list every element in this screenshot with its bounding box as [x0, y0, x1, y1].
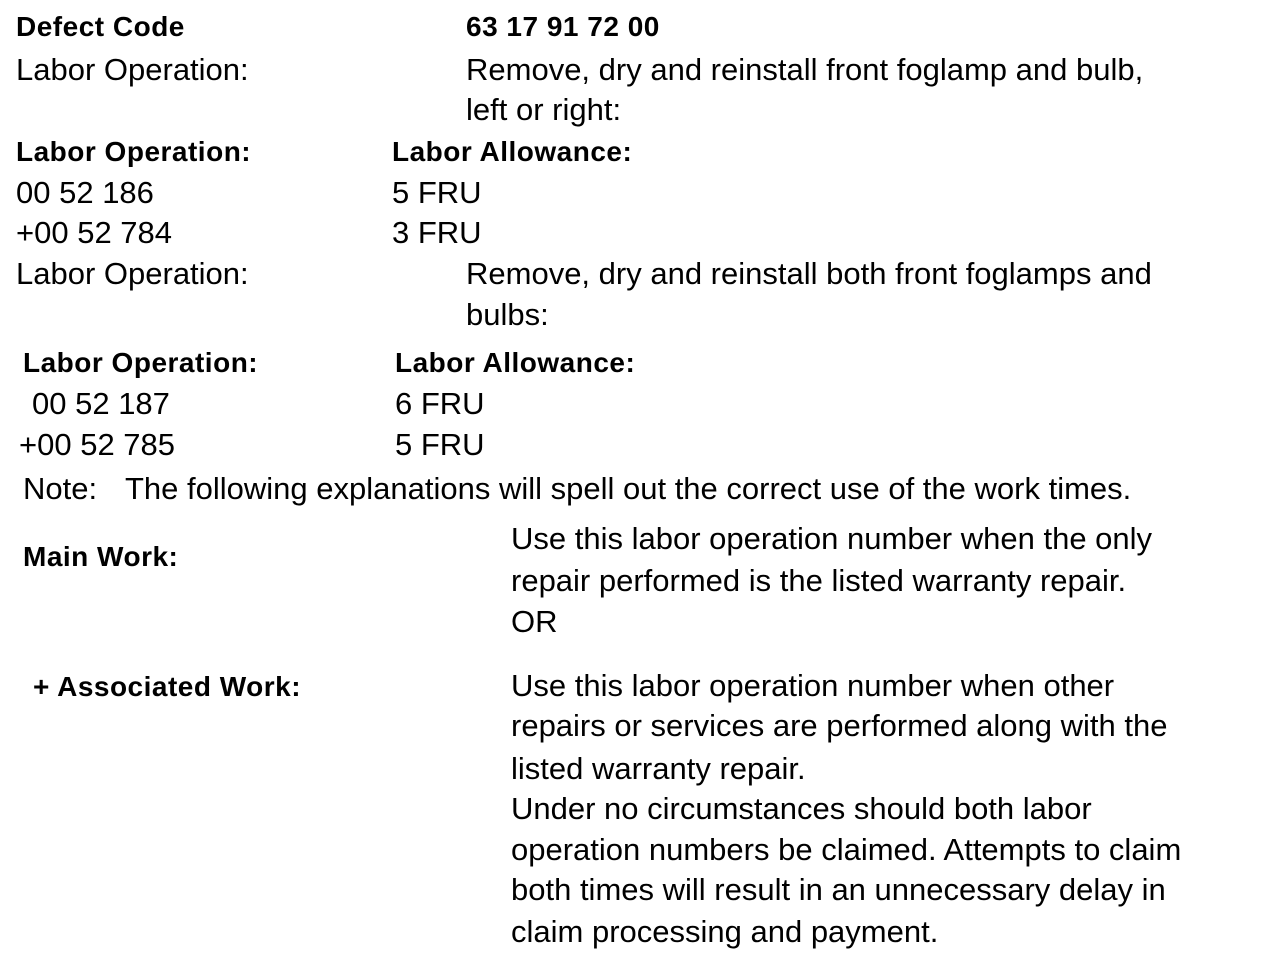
op2-description-line1: Remove, dry and reinstall both front foglamps and — [466, 256, 1152, 291]
associated-work-line4: Under no circumstances should both labor — [511, 791, 1092, 826]
op2-row1-code: 00 52 187 — [32, 386, 170, 421]
associated-work-line7: claim processing and payment. — [511, 914, 939, 949]
op1-row2-code: +00 52 784 — [16, 215, 173, 250]
defect-code-label: Defect Code — [16, 11, 185, 42]
op1-row1-code: 00 52 186 — [16, 175, 154, 210]
op1-description-line1: Remove, dry and reinstall front foglamp and bulb, — [466, 52, 1144, 87]
op2-col2-header: Labor Allowance: — [395, 347, 636, 378]
note-text: The following explanations will spell out the correct use of the work times. — [125, 471, 1132, 506]
op2-description-line2: bulbs: — [466, 297, 549, 332]
op1-row1-allowance: 5 FRU — [392, 175, 482, 210]
op1-col1-header: Labor Operation: — [16, 136, 252, 167]
op2-row1-allowance: 6 FRU — [395, 386, 485, 421]
op1-row2-allowance: 3 FRU — [392, 215, 482, 250]
op2-col1-header: Labor Operation: — [23, 347, 259, 378]
op1-description-line2: left or right: — [466, 92, 622, 127]
op1-col2-header: Labor Allowance: — [392, 136, 633, 167]
main-work-or: OR — [511, 604, 558, 639]
associated-work-label: + Associated Work: — [33, 671, 302, 702]
main-work-line2: repair performed is the listed warranty repair. — [511, 563, 1127, 598]
associated-work-line5: operation numbers be claimed. Attempts to claim — [511, 832, 1182, 867]
main-work-line1: Use this labor operation number when the only — [511, 521, 1153, 556]
defect-code-value: 63 17 91 72 00 — [466, 11, 660, 42]
associated-work-line6: both times will result in an unnecessary delay in — [511, 872, 1166, 907]
op2-label: Labor Operation: — [16, 256, 249, 291]
note-label: Note: — [23, 471, 98, 506]
op1-label: Labor Operation: — [16, 52, 249, 87]
associated-work-line1: Use this labor operation number when other — [511, 668, 1115, 703]
main-work-label: Main Work: — [23, 541, 179, 572]
op2-row2-code: +00 52 785 — [19, 427, 176, 462]
associated-work-line2: repairs or services are performed along with the — [511, 708, 1168, 743]
associated-work-line3: listed warranty repair. — [511, 751, 806, 786]
op2-row2-allowance: 5 FRU — [395, 427, 485, 462]
